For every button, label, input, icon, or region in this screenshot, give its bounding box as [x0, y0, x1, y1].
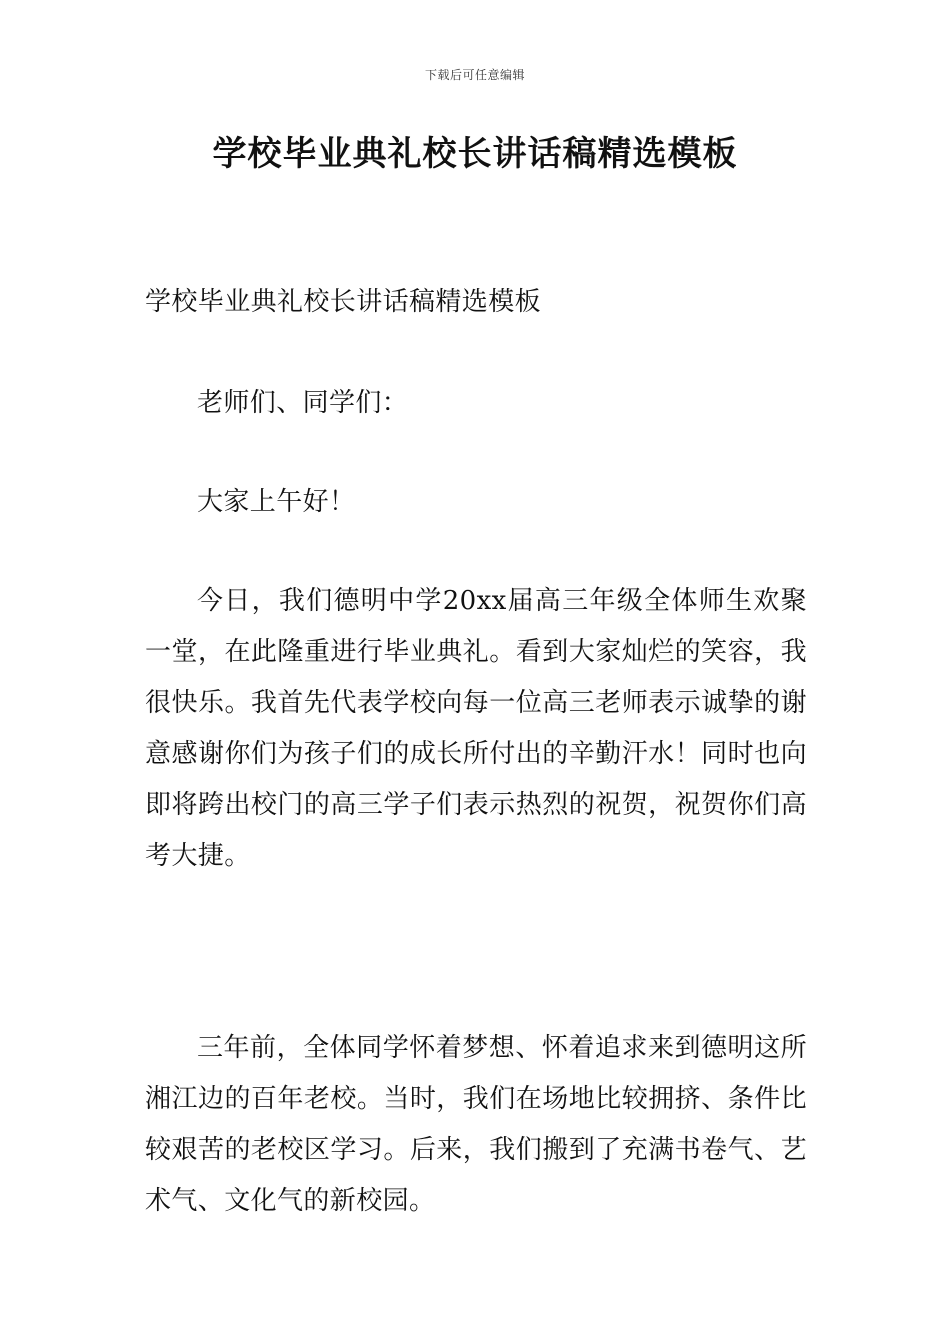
greeting-line: 老师们、同学们：	[197, 388, 409, 418]
header-note: 下载后可任意编辑	[424, 68, 525, 82]
hello-line: 大家上午好！	[197, 487, 356, 517]
document-title: 学校毕业典礼校长讲话稿精选模板	[212, 134, 738, 174]
paragraph-2: 三年前，全体同学怀着梦想、怀着追求来到德明这所湘江边的百年老校。当时，我们在场地比较拥挤、条件比较艰苦的老校区学习。后来，我们搬到了充满书卷气、艺术气、文化气的新校园。	[145, 1033, 807, 1216]
document-subtitle: 学校毕业典礼校长讲话稿精选模板	[145, 287, 542, 317]
paragraph-1: 今日，我们德明中学20xx届高三年级全体师生欢聚一堂，在此隆重进行毕业典礼。看到大家灿烂的笑容，我很快乐。我首先代表学校向每一位高三老师表示诚挚的谢意感谢你们为孩子们的成长所付出的辛勤汗水！同时也向即将跨出校门的高三学子们表示热烈的祝贺，祝贺你们高考大捷。	[145, 586, 807, 871]
